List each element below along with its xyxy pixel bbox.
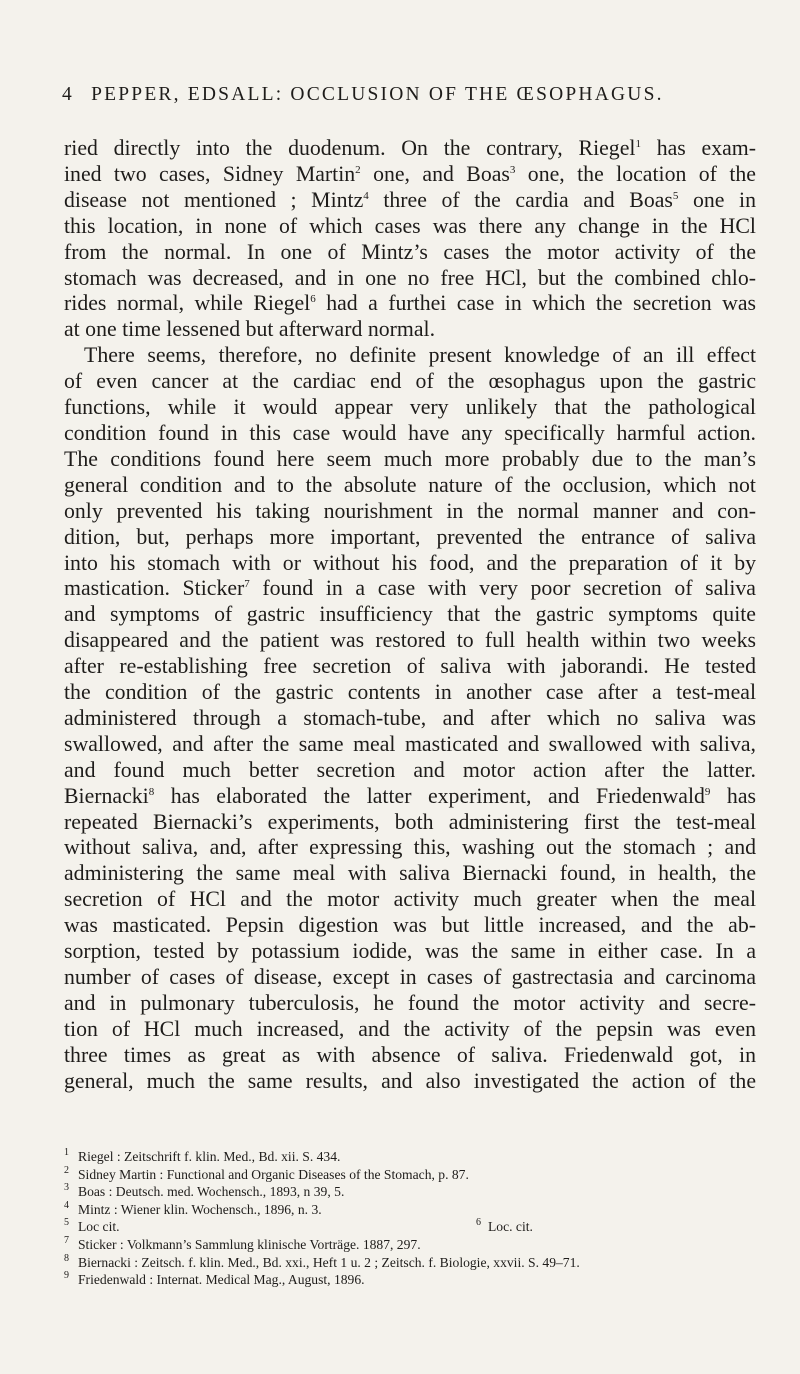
text-line <box>64 395 756 421</box>
text-line <box>64 499 756 525</box>
text-run: There seems, therefore, no definite present knowledge of an ill effect <box>84 343 756 368</box>
running-head <box>62 84 752 106</box>
text-run: sorption, tested by potassium iodide, was the same in either case. In a <box>64 939 756 964</box>
footnote-ref: 9 <box>704 785 711 798</box>
footnote-text: Sticker : Volkmann’s Sammlung klinische Vorträge. 1887, 297. <box>78 1236 421 1252</box>
footnote-ref: 7 <box>244 578 250 591</box>
text-run: the condition of the gastric contents in another case after a test-meal <box>64 680 756 705</box>
footnote-ref: 1 <box>635 138 641 150</box>
text-line <box>64 136 756 162</box>
text-run: without saliva, and, after expressing this, washing out the stomach ; and <box>64 835 756 860</box>
footnote-text: Friedenwald : Internat. Medical Mag., August, 1896. <box>78 1272 365 1288</box>
text-run: three times as great as with absence of saliva. Friedenwald got, in <box>64 1042 756 1067</box>
footnote-number: 2 <box>64 1164 69 1176</box>
text-line <box>64 525 756 551</box>
text-line <box>64 369 756 395</box>
text-run: disappeared and the patient was restored to full health within two weeks <box>64 628 756 653</box>
footnote-text: Mintz : Wiener klin. Wochensch., 1896, n. 3. <box>78 1201 322 1217</box>
paragraph <box>64 136 756 343</box>
footnote-number: 6 <box>476 1217 481 1229</box>
text-run: at one time lessened but afterward normal. <box>64 317 436 342</box>
text-run: secretion of HCl and the motor activity much greater when the meal <box>64 887 756 912</box>
text-line <box>64 240 756 266</box>
text-run: rides normal, while Riegel <box>64 291 311 316</box>
text-run: Biernacki <box>64 783 149 808</box>
text-run: general condition and to the absolute nature of the occlusion, which not <box>64 472 756 497</box>
text-line <box>64 447 756 473</box>
text-run: stomach was decreased, and in one no free HCl, but the combined chlo- <box>64 265 756 290</box>
text-line <box>64 317 756 343</box>
footnote-text: Loc. cit. <box>488 1219 533 1235</box>
text-run: of even cancer at the cardiac end of the œsophagus upon the gastric <box>64 369 756 394</box>
footnote <box>64 1183 756 1201</box>
text-line <box>64 706 756 732</box>
text-run: ined two cases, Sidney Martin <box>64 161 356 186</box>
text-run: disease not mentioned ; Mintz <box>64 187 364 212</box>
text-run: has exam- <box>640 136 756 160</box>
footnote-text: Biernacki : Zeitsch. f. klin. Med., Bd. xxi., Heft 1 u. 2 ; Zeitsch. f. Biologie, xxvii. S. 49–71. <box>78 1254 580 1270</box>
text-run: mastication. Sticker <box>64 576 245 601</box>
text-run: dition, but, perhaps more important, prevented the entrance of saliva <box>64 524 756 549</box>
text-line <box>64 266 756 292</box>
footnote-number: 9 <box>64 1270 69 1282</box>
text-line <box>64 732 756 758</box>
text-run: and found much better secretion and motor action after the latter. <box>64 757 756 782</box>
text-run: ried directly into the duodenum. On the contrary, Riegel <box>64 136 636 160</box>
footnote <box>64 1148 756 1166</box>
text-line <box>64 965 756 991</box>
text-line <box>64 576 756 602</box>
text-run: only prevented his taking nourishment in the normal manner and con- <box>64 498 756 523</box>
text-line <box>64 188 756 214</box>
footnote-number: 8 <box>64 1252 69 1264</box>
footnote <box>64 1271 756 1289</box>
text-run: into his stomach with or without his food, and the preparation of it by <box>64 550 756 575</box>
footnote <box>64 1218 756 1236</box>
text-run: tion of HCl much increased, and the activity of the pepsin was even <box>64 1016 756 1041</box>
text-run: had a furthei case in which the secretion was <box>315 291 757 316</box>
text-run: has elaborated the latter experiment, and Friedenwald <box>154 783 705 808</box>
text-line <box>64 602 756 628</box>
footnote-text: Riegel : Zeitschrift f. klin. Med., Bd. xii. S. 434. <box>78 1149 341 1164</box>
footnote-text: Loc cit. <box>78 1219 120 1235</box>
text-line <box>64 835 756 861</box>
text-line <box>64 214 756 240</box>
text-run: one, the location of the <box>515 161 756 186</box>
text-line <box>64 343 756 369</box>
text-line <box>64 913 756 939</box>
text-line <box>64 810 756 836</box>
text-line <box>64 991 756 1017</box>
text-line <box>64 1043 756 1069</box>
text-line <box>64 654 756 680</box>
text-line <box>64 1069 756 1095</box>
footnotes <box>64 1148 756 1289</box>
footnote-ref: 5 <box>672 189 679 202</box>
footnote <box>476 1217 533 1236</box>
body-text <box>64 136 756 1095</box>
footnote-number: 1 <box>64 1147 69 1158</box>
text-line <box>64 887 756 913</box>
text-line <box>64 939 756 965</box>
text-run: and in pulmonary tuberculosis, he found the motor activity and secre- <box>64 990 756 1015</box>
page-number: 4 <box>62 84 74 105</box>
text-line <box>64 1017 756 1043</box>
text-line <box>64 784 756 810</box>
text-line <box>64 421 756 447</box>
text-line <box>64 680 756 706</box>
text-run: was masticated. Pepsin digestion was but little increased, and the ab- <box>64 913 756 938</box>
text-line <box>64 473 756 499</box>
footnote-ref: 4 <box>363 189 369 202</box>
text-run: found in a case with very poor secretion of saliva <box>249 576 756 601</box>
text-run: one in <box>678 187 756 212</box>
text-run: number of cases of disease, except in cases of gastrectasia and carcinoma <box>64 965 756 989</box>
text-run: after re-establishing free secretion of saliva with jaborandi. He tested <box>64 654 756 679</box>
footnote-text: Boas : Deutsch. med. Wochensch., 1893, n 39, 5. <box>78 1184 345 1200</box>
footnote <box>64 1254 756 1272</box>
text-run: swallowed, and after the same meal masticated and swallowed with saliva, <box>64 731 756 756</box>
text-line <box>64 162 756 188</box>
footnote-ref: 3 <box>509 163 516 176</box>
footnote <box>64 1201 756 1219</box>
text-run: administered through a stomach-tube, and after which no saliva was <box>64 705 756 730</box>
text-line <box>64 291 756 317</box>
text-line <box>64 861 756 887</box>
text-run: one, and Boas <box>360 161 510 186</box>
footnote <box>64 1236 756 1254</box>
text-line <box>64 628 756 654</box>
text-run: condition found in this case would have any specifically harmful action. <box>64 420 756 445</box>
footnote <box>64 1166 756 1184</box>
footnote-number: 5 <box>64 1217 69 1229</box>
text-run: and symptoms of gastric insufficiency that the gastric symptoms quite <box>64 602 756 627</box>
text-run: this location, in none of which cases was there any change in the HCl <box>64 213 756 238</box>
text-run: The conditions found here seem much more probably due to the man’s <box>64 446 756 471</box>
footnote-number: 7 <box>64 1234 69 1246</box>
text-line <box>64 551 756 577</box>
footnote-number: 4 <box>64 1199 69 1211</box>
text-run: administering the same meal with saliva Biernacki found, in health, the <box>64 861 756 886</box>
text-run: repeated Biernacki’s experiments, both administering first the test-meal <box>64 809 756 834</box>
text-run: functions, while it would appear very unlikely that the pathological <box>64 395 756 420</box>
footnote-ref: 8 <box>148 785 155 798</box>
text-run: has <box>710 783 756 808</box>
footnote-number: 3 <box>64 1182 69 1194</box>
text-run: three of the cardia and Boas <box>368 187 673 212</box>
text-line <box>64 758 756 784</box>
paragraph <box>64 343 756 1094</box>
footnote-ref: 6 <box>310 293 316 306</box>
text-run: general, much the same results, and also investigated the action of the <box>64 1068 756 1093</box>
running-title: PEPPER, EDSALL: OCCLUSION OF THE ŒSOPHAGUS. <box>91 84 664 105</box>
footnote-text: Sidney Martin : Functional and Organic Diseases of the Stomach, p. 87. <box>78 1166 469 1182</box>
footnote-ref: 2 <box>355 163 361 176</box>
text-run: from the normal. In one of Mintz’s cases the motor activity of the <box>64 239 756 264</box>
